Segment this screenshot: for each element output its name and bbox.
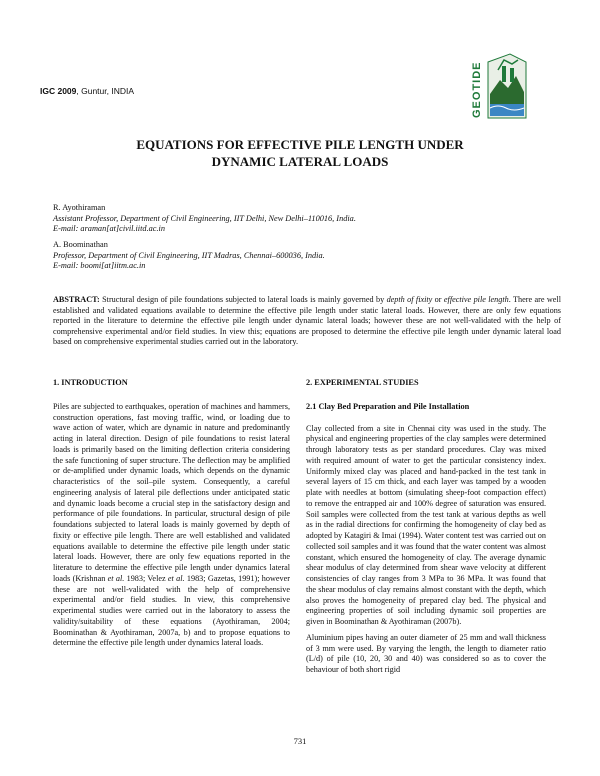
author-block-2: [53, 240, 563, 272]
subsection-heading: 2.1 Clay Bed Preparation and Pile Installation: [306, 401, 470, 411]
geotide-logo: [466, 48, 532, 130]
logo-text: GEOTIDE: [471, 61, 483, 118]
experimental-paragraph-2: Aluminium pipes having an outer diameter of 25 mm and wall thickness of 3 mm were used. By varying the length, the length to diameter ratio (L/d) of pile (10, 20, 30 and 40) was considered so as to cover the behaviour of both short rigid: [306, 632, 546, 674]
paragraph-emphasis: et al.: [167, 573, 185, 583]
author-name: R. Ayothiraman: [53, 203, 106, 212]
paragraph-text: Piles are subjected to earthquakes, operation of machines and hammers, construction operations, fast moving traffic, wind, or loading due to wave action of water, which are dynamic in nature and predominantly acting in lateral direction. Design of pile foundations to resist lateral loads is primarily based on the limiting deflection criteria considering the safe functioning of super structure. The deflection may be amplified or de-amplified under dynamic loads, which depends on the dynamic characteristics of the soil–pile system. Consequently, a careful engineering analysis of lateral pile deflections under anticipated static and dynamic loads become a crucial step in the satisfactory design and performance of pile foundations. In particular, structural design of pile foundations subjected to lateral loads is mainly governed by depth of fixity or effective pile length. There are well established and validated equations available to determine the effective pile length under static lateral loads. However, there are only few equations reported in the literature to determine the effective pile length under dynamics lateral loads (Krishnan: [53, 401, 290, 583]
geotide-logo-icon: [466, 48, 532, 130]
conference-name: IGC 2009: [40, 86, 77, 96]
paragraph-emphasis: et al.: [107, 573, 125, 583]
author-email: E-mail: araman[at]civil.iitd.ac.in: [53, 224, 165, 233]
section-heading-introduction: 1. INTRODUCTION: [53, 378, 128, 387]
section-heading-experimental: 2. EXPERIMENTAL STUDIES: [306, 378, 419, 387]
author-name: A. Boominathan: [53, 240, 108, 249]
abstract-text: or: [432, 295, 444, 304]
abstract-emphasis: depth of fixity: [386, 295, 433, 304]
author-block-1: [53, 203, 563, 235]
abstract-text: . There are well established and validated equations available to determine the effective pile length under static lateral loads. However, there are only few equations reported in the literature to determine the effective pile length under dynamic lateral loads; however these are not well-validated with the help of comprehensive experimental and/or field studies. In view this; equations are proposed to determine the effective pile length under dynamic lateral load based on comprehensive experimental studies carried out in the laboratory.: [53, 295, 561, 347]
author-affiliation: Assistant Professor, Department of Civil Engineering, IIT Delhi, New Delhi–110016, India.: [53, 213, 356, 223]
paper-title: [40, 136, 560, 170]
abstract: [53, 295, 561, 348]
abstract-emphasis: effective pile length: [443, 295, 509, 304]
title-line-2: DYNAMIC LATERAL LOADS: [211, 154, 389, 169]
paragraph-text: 1983; Velez: [124, 573, 168, 583]
abstract-label: ABSTRACT:: [53, 295, 100, 304]
author-email: E-mail: boomi[at]iitm.ac.in: [53, 261, 146, 270]
column-right: [306, 378, 546, 681]
page-number: 731: [293, 736, 307, 746]
conference-header: [40, 86, 134, 96]
paragraph-text: 1983; Gazetas, 1991); however these are not well-validated with the help of comprehensive experimental and/or field studies. In view, this comprehensive experimental studies were carried out in the laboratory to assess the validity/suitability of these equations (Ayothiraman, 2004; Boominathan & Ayothiraman, 2007a, b) and to propose equations to determine the effective pile length under dynamics lateral loads.: [53, 573, 290, 648]
abstract-text: Structural design of pile foundations subjected to lateral loads is mainly governed by: [99, 295, 387, 304]
title-line-1: EQUATIONS FOR EFFECTIVE PILE LENGTH UNDER: [136, 137, 464, 152]
experimental-paragraph-1: Clay collected from a site in Chennai city was used in the study. The physical and engineering properties of the clay samples were determined through laboratory tests as per standard procedures. Clay was mixed with required amount of water to get the particular consistency index. Uniformly mixed clay was placed and hand-packed in the test tank in several layers of 15 cm thick, and each layer was tamped by a wooden plate with needles at bottom (simulating sheep-foot compaction effect) to remove the entrapped air and 100% degree of saturation was ensured. Soil samples were collected from the test tank at various depths as well as in the radial directions for confirming the homogeneity of clay bed as adopted by Katagiri & Imai (1994). Water content test was carried out on collected soil samples and it was found that the water content was almost constant, which ensured the homogeneity of clay. The average dynamic shear modulus of clay determined from shear wave velocity at different consistencies of clay ranges from 3 MPa to 36 MPa. It was found that the shear modulus of clay remains almost constant with the depth, which also proves the homogeneity of prepared clay bed. The physical and engineering properties of soil including dynamic soil properties are given in Boominathan & Ayothiraman (2007b).: [306, 423, 546, 626]
introduction-paragraph: [53, 402, 290, 649]
author-affiliation: Professor, Department of Civil Engineering, IIT Madras, Chennai–600036, India.: [53, 250, 325, 260]
column-left: [53, 378, 290, 654]
conference-location: , Guntur, INDIA: [76, 86, 135, 96]
